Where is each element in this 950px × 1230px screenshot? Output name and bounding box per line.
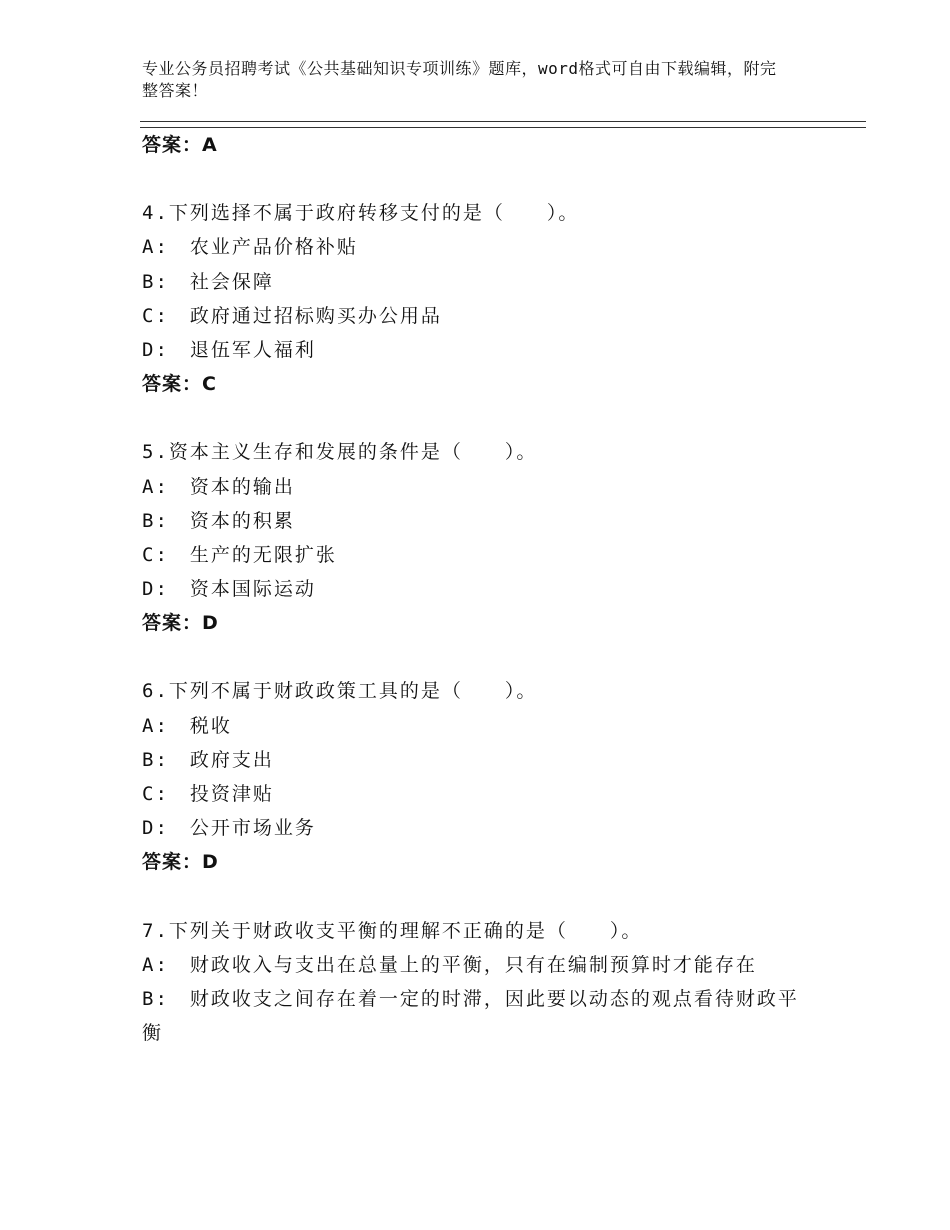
question-4 — [142, 196, 812, 401]
option-a: A: 财政收入与支出在总量上的平衡，只有在编制预算时才能存在 — [142, 953, 757, 976]
question-7 — [142, 914, 812, 1051]
option-d: D: 公开市场业务 — [142, 817, 316, 840]
answer-q4: 答案：C — [142, 373, 217, 396]
question-stem: 7.下列关于财政收支平衡的理解不正确的是（ ）。 — [142, 919, 643, 942]
question-list — [142, 128, 812, 1050]
option-b: B: 资本的积累 — [142, 509, 295, 532]
spacer — [142, 880, 812, 914]
option-b: B: 财政收支之间存在着一定的时滞，因此要以动态的观点看待财政平衡 — [142, 987, 799, 1045]
question-6 — [142, 674, 812, 879]
answer-q5: 答案：D — [142, 612, 219, 635]
option-a: A: 农业产品价格补贴 — [142, 236, 358, 259]
spacer — [142, 640, 812, 674]
question-5 — [142, 435, 812, 640]
option-d: D: 退伍军人福利 — [142, 338, 316, 361]
page-header: 专业公务员招聘考试《公共基础知识专项训练》题库，word格式可自由下载编辑，附完整答案！ — [142, 59, 777, 100]
question-stem: 5.资本主义生存和发展的条件是（ ）。 — [142, 441, 538, 464]
answer-q6: 答案：D — [142, 851, 219, 874]
option-d: D: 资本国际运动 — [142, 578, 316, 601]
option-b: B: 政府支出 — [142, 748, 274, 771]
option-c: C: 政府通过招标购买办公用品 — [142, 304, 442, 327]
option-c: C: 生产的无限扩张 — [142, 543, 337, 566]
question-stem: 4.下列选择不属于政府转移支付的是（ ）。 — [142, 202, 580, 225]
option-a: A: 资本的输出 — [142, 475, 295, 498]
answer-q3: 答案：A — [142, 134, 218, 156]
question-stem: 6.下列不属于财政政策工具的是（ ）。 — [142, 680, 538, 703]
spacer — [142, 401, 812, 435]
option-a: A: 税收 — [142, 714, 232, 737]
header-divider — [140, 121, 866, 128]
spacer — [142, 162, 812, 196]
option-b: B: 社会保障 — [142, 270, 274, 293]
option-c: C: 投资津贴 — [142, 783, 274, 805]
